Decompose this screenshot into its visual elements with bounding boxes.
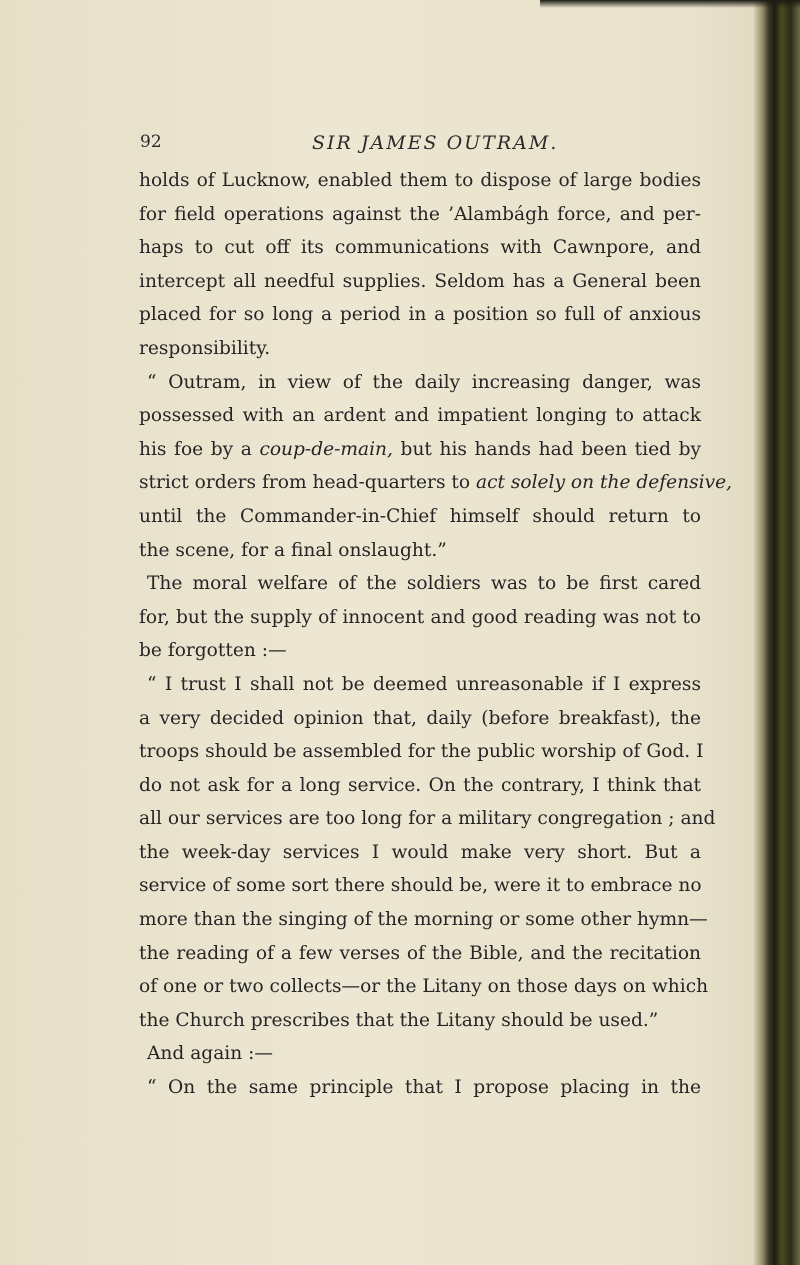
text-line: the reading of a few verses of the Bible, and the recitation <box>139 942 701 964</box>
italic-phrase: coup-de-main, <box>259 438 393 460</box>
page-number: 92 <box>140 132 162 152</box>
text-line: “ Outram, in view of the daily increasing danger, was <box>147 371 701 393</box>
page-header <box>140 132 740 162</box>
text-line: service of some sort there should be, were it to embrace no <box>139 875 702 897</box>
text-line: responsibility. <box>139 337 271 359</box>
text-line: the week-day services I would make very short. But a <box>139 841 701 863</box>
text-line: possessed with an ardent and impatient longing to attack <box>139 405 701 427</box>
text-line: until the Commander-in-Chief himself should return to <box>139 505 701 527</box>
text-line: troops should be assembled for the public worship of God. I <box>139 741 704 763</box>
text-line: the Church prescribes that the Litany should be used.” <box>139 1009 659 1031</box>
text-line: be forgotten :— <box>139 640 287 662</box>
text-line: do not ask for a long service. On the contrary, I think that <box>139 774 701 796</box>
running-head: SIR JAMES OUTRAM. <box>312 132 559 154</box>
text-line: placed for so long a period in a position so full of anxious <box>139 304 701 326</box>
text-line: a very decided opinion that, daily (before breakfast), the <box>139 707 701 729</box>
text-line: intercept all needful supplies. Seldom has a General been <box>139 270 701 292</box>
text-line: for, but the supply of innocent and good reading was not to <box>139 606 701 628</box>
text-line: holds of Lucknow, enabled them to dispose of large bodies <box>139 170 701 191</box>
text-line: And again :— <box>147 1043 273 1065</box>
text-line <box>139 433 701 467</box>
text-line: of one or two collects—or the Litany on those days on which <box>139 976 709 998</box>
italic-phrase: act solely on the defensive, <box>475 472 733 494</box>
text-line: The moral welfare of the soldiers was to be first cared <box>147 573 701 595</box>
text-line: for field operations against the ’Alambágh force, and per- <box>139 203 701 225</box>
text-line: more than the singing of the morning or some other hymn— <box>139 909 708 931</box>
text-line <box>139 466 733 500</box>
page-edge-shadow <box>754 0 800 1265</box>
text-line: “ On the same principle that I propose placing in the <box>147 1077 701 1099</box>
text-run: strict orders from head-quarters to <box>139 472 476 494</box>
text-line: haps to cut off its communications with Cawnpore, and <box>139 237 701 259</box>
text-line: all our services are too long for a military congregation ; and <box>139 808 716 830</box>
text-line: the scene, for a final onslaught.” <box>139 539 447 561</box>
page-top-shadow <box>540 0 800 8</box>
text-run: but his hands had been tied by <box>392 438 702 460</box>
body-text <box>139 164 733 1105</box>
text-line: “ I trust I shall not be deemed unreasonable if I express <box>147 673 701 695</box>
text-run: his foe by a <box>139 438 260 460</box>
